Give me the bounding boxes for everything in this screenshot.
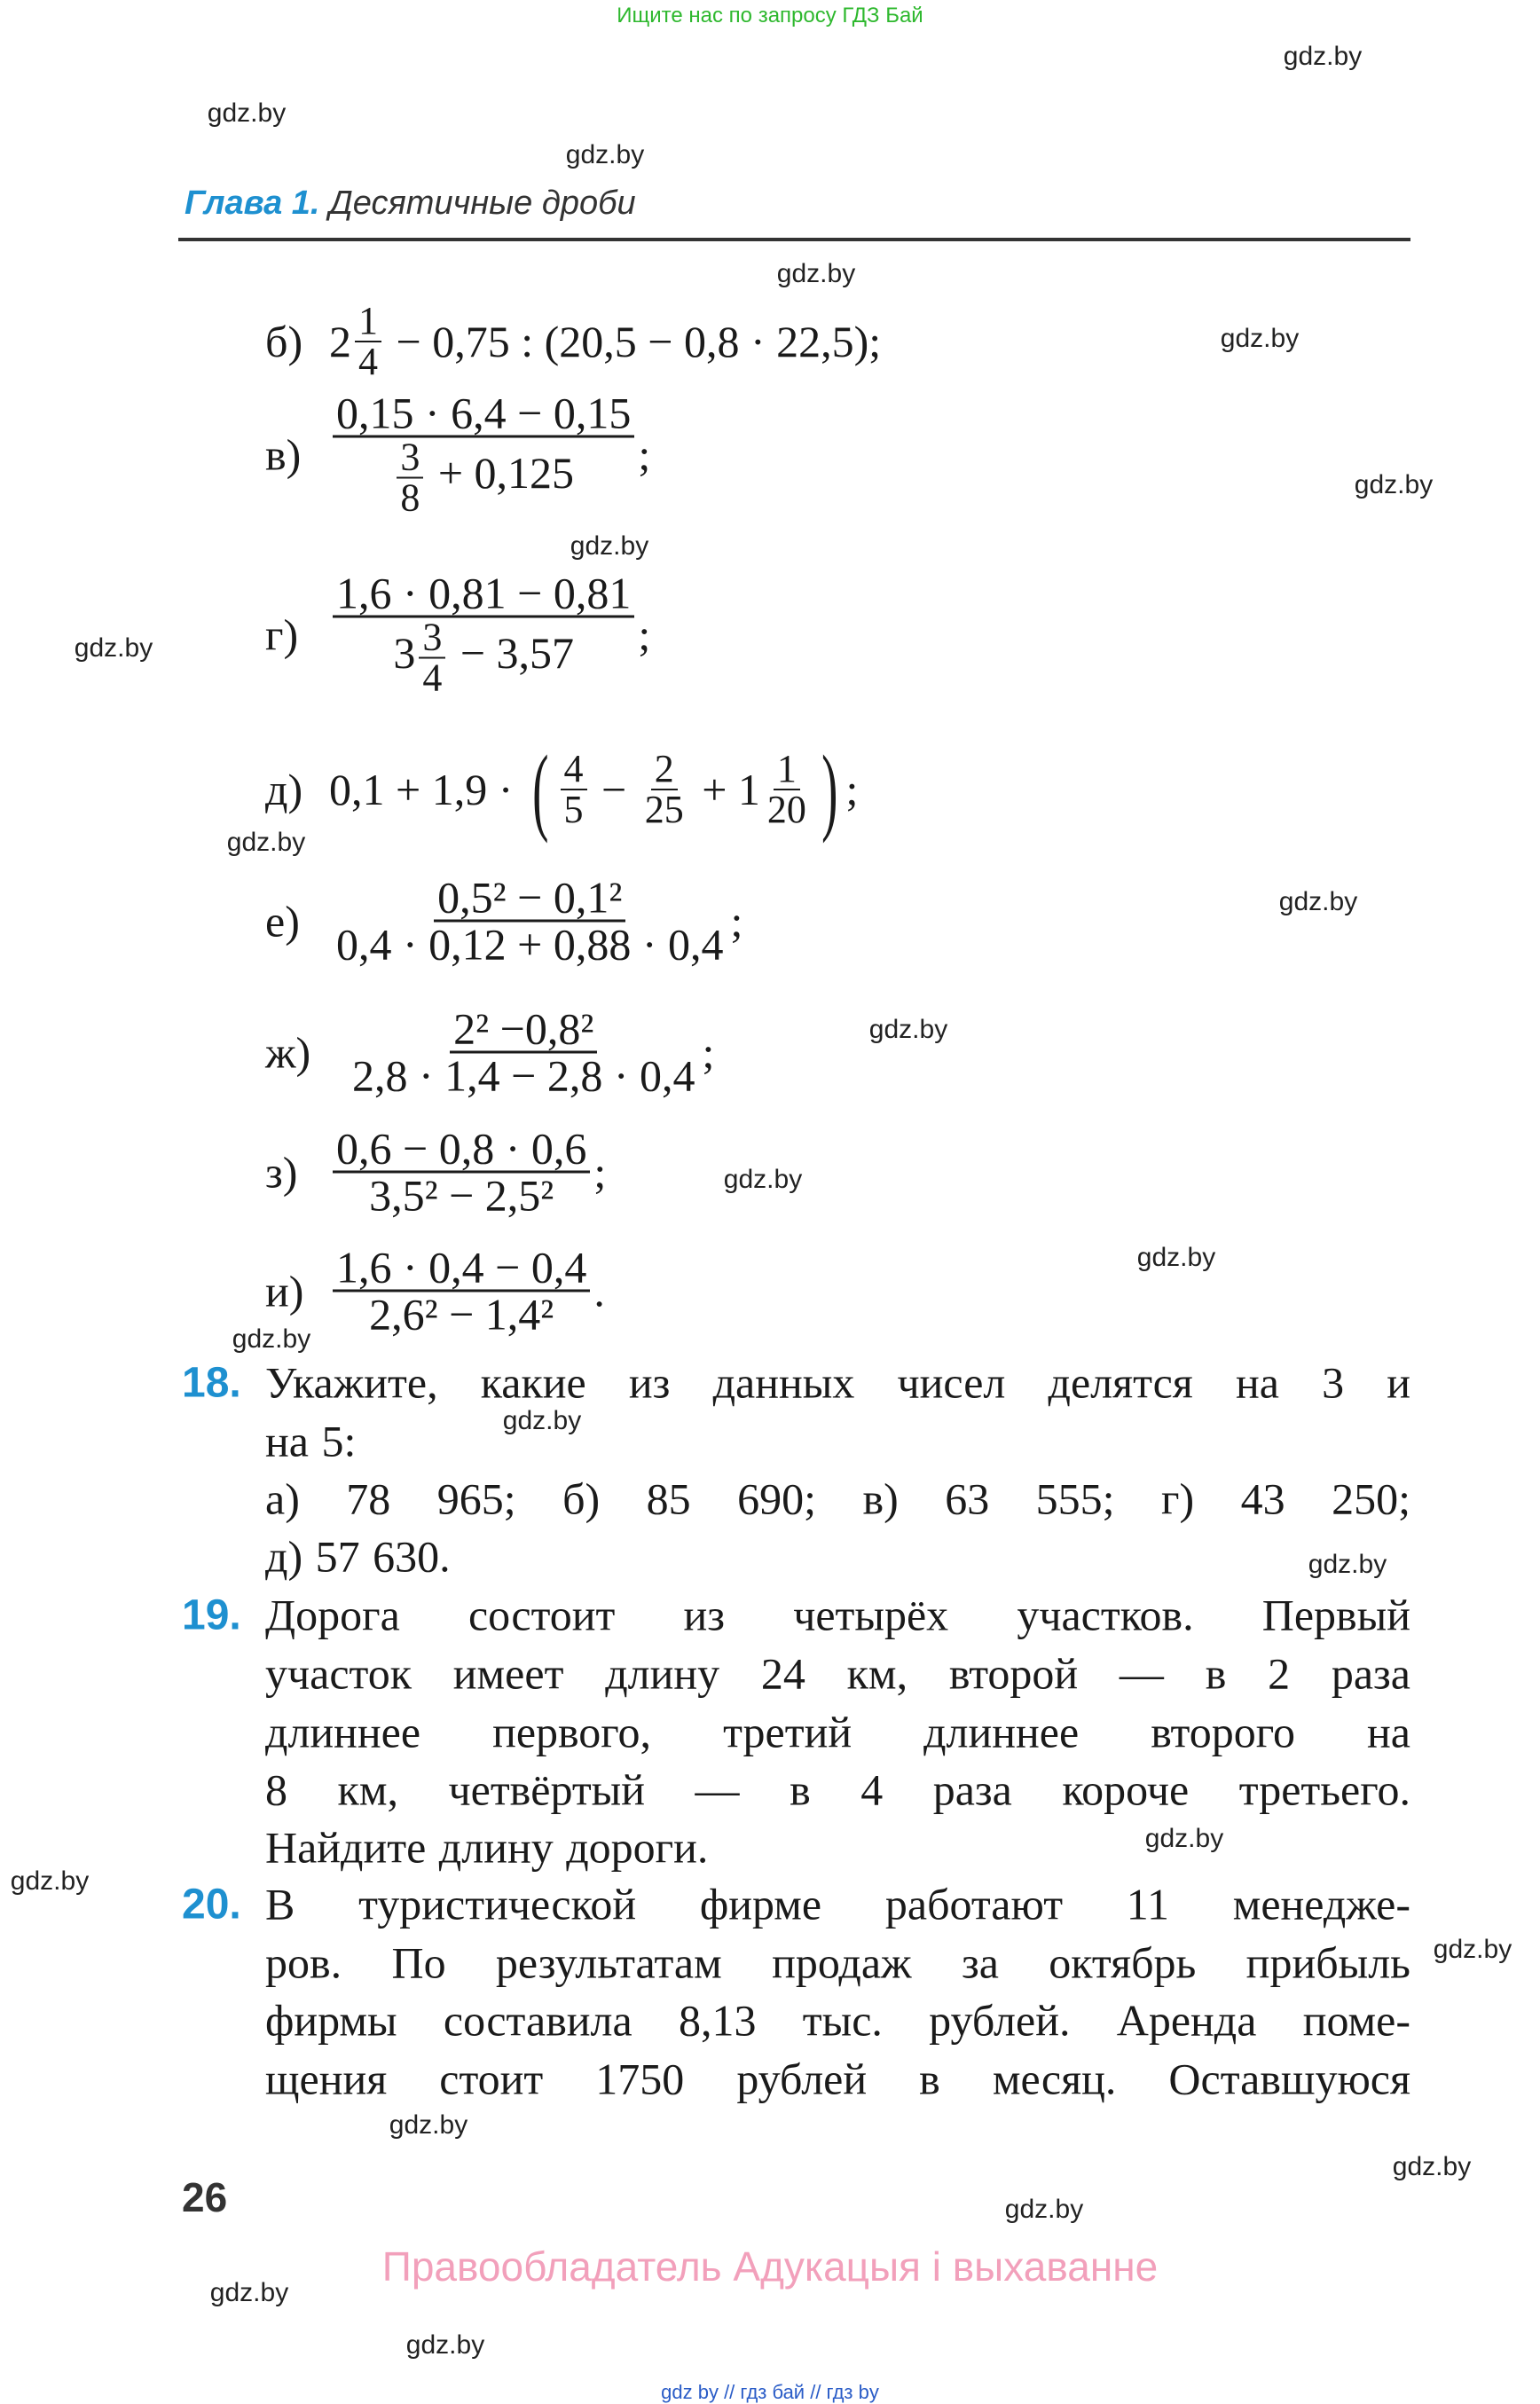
watermark: gdz.by: [776, 259, 856, 288]
denominator: [389, 435, 578, 520]
right-paren: ): [821, 735, 838, 844]
problem-text-line: на 5:: [265, 1416, 357, 1466]
problem-text-line: В туристической фирме работают 11 менедже-: [265, 1879, 1410, 1929]
numerator: 3: [419, 618, 445, 659]
numerator: 2: [651, 750, 678, 790]
fraction: [764, 747, 810, 831]
page-number: 26: [182, 2174, 228, 2220]
bottom-links[interactable]: gdz by // гдз бай // гдз by: [661, 2381, 879, 2403]
problem-number: 20.: [182, 1881, 241, 1929]
expression: − 3,57: [449, 627, 575, 678]
watermark: gdz.by: [232, 1324, 311, 1354]
operator: + 1: [690, 765, 760, 814]
item-label: ж): [265, 1027, 311, 1077]
problem-text-line: щения стоит 1750 рублей в месяц. Оставшуюся: [265, 2054, 1410, 2104]
operator: −: [590, 765, 638, 814]
numerator: 0,15 · 6,4 − 0,15: [333, 391, 634, 438]
problem-text-line: длиннее первого, третий длиннее второго на: [265, 1707, 1410, 1757]
watermark: gdz.by: [502, 1406, 582, 1435]
watermark: gdz.by: [1283, 42, 1363, 71]
denominator: 20: [766, 788, 806, 831]
chapter-label: Глава 1.: [185, 185, 320, 222]
exercise-g: [265, 568, 651, 700]
denominator: 3,5² − 2,5²: [369, 1170, 554, 1221]
watermark: gdz.by: [1392, 2152, 1472, 2181]
watermark: gdz.by: [723, 1165, 803, 1194]
fraction: [397, 435, 423, 520]
punct: .: [593, 1266, 605, 1316]
fraction: [641, 747, 688, 831]
expression: 0,1 + 1,9 ·: [329, 765, 524, 814]
watermark: gdz.by: [868, 1015, 948, 1044]
chapter-header: [185, 185, 636, 223]
search-banner[interactable]: Ищите нас по запросу ГДЗ Бай: [617, 4, 923, 27]
watermark: gdz.by: [74, 633, 153, 663]
numerator: 1,6 · 0,4 − 0,4: [333, 1245, 590, 1292]
punct: ;: [638, 429, 651, 479]
denominator: 5: [563, 788, 584, 831]
problem-text-line: 8 км, четвёртый — в 4 раза короче третьего.: [265, 1764, 1410, 1815]
item-label: з): [265, 1147, 298, 1197]
numerator: 1,6 · 0,81 − 0,81: [333, 571, 634, 618]
left-paren: (: [532, 735, 549, 844]
exercise-z: [265, 1123, 607, 1221]
watermark: gdz.by: [207, 98, 287, 128]
numerator: 1: [774, 750, 800, 790]
item-label: в): [265, 429, 302, 479]
punct: ;: [845, 765, 859, 814]
fraction: [419, 615, 445, 700]
item-label: б): [265, 317, 303, 366]
punct: ;: [593, 1147, 607, 1197]
watermark: gdz.by: [1136, 1243, 1216, 1272]
header-divider: [178, 238, 1410, 241]
exercise-d: [265, 735, 859, 844]
expression: + 0,125: [427, 447, 575, 498]
watermark: gdz.by: [209, 2278, 289, 2307]
watermark: gdz.by: [1278, 887, 1358, 916]
punct: ;: [702, 1027, 715, 1077]
denominator: 2,8 · 1,4 − 2,8 · 0,4: [352, 1050, 695, 1101]
watermark: gdz.by: [1433, 1935, 1512, 1964]
item-label: г): [265, 609, 299, 659]
numerator: 2² −0,8²: [450, 1007, 597, 1054]
problem-text-line: участок имеет длину 24 км, второй — в 2 раза: [265, 1648, 1410, 1699]
mixed-whole: 3: [393, 627, 416, 678]
rights-holder: Правообладатель Адукацыя і выхаванне: [381, 2243, 1159, 2290]
denominator: 4: [358, 340, 378, 383]
problem-text-line: Найдите длину дороги.: [265, 1822, 709, 1873]
numerator: 4: [561, 750, 587, 790]
fraction: [333, 388, 634, 520]
fraction: [355, 299, 381, 383]
mixed-whole: 2: [329, 317, 351, 366]
exercise-zh: [265, 1003, 715, 1101]
problem-number: 19.: [182, 1591, 241, 1639]
punct: ;: [730, 896, 743, 946]
fraction: [561, 747, 587, 831]
numerator: 1: [355, 302, 381, 342]
numerator: 0,5² − 0,1²: [434, 876, 625, 923]
problem-number: 18.: [182, 1359, 241, 1407]
fraction: [349, 1003, 699, 1101]
watermark: gdz.by: [1144, 1824, 1224, 1853]
problem-text-line: Дорога состоит из четырёх участков. Первый: [265, 1590, 1410, 1640]
item-label: д): [265, 765, 303, 814]
denominator: 4: [422, 656, 443, 700]
problem-text-line: а) 78 965; б) 85 690; в) 63 555; г) 43 250;: [265, 1473, 1410, 1524]
fraction: [333, 872, 727, 970]
exercise-i: [265, 1242, 605, 1339]
watermark: gdz.by: [570, 531, 649, 561]
watermark: gdz.by: [1354, 470, 1434, 499]
problem-text-line: Укажите, какие из данных чисел делятся на 3 и: [265, 1357, 1410, 1408]
numerator: 3: [397, 438, 423, 479]
problem-text-line: ров. По результатам продаж за октябрь прибыль: [265, 1937, 1410, 1988]
expression: − 0,75 : (20,5 − 0,8 · 22,5);: [385, 317, 882, 366]
denominator: 0,4 · 0,12 + 0,88 · 0,4: [336, 919, 724, 970]
fraction: [333, 1123, 590, 1221]
item-label: е): [265, 896, 300, 946]
denominator: 25: [644, 788, 684, 831]
fraction: [333, 1242, 590, 1339]
watermark: gdz.by: [1220, 324, 1300, 353]
denominator: 8: [400, 475, 420, 520]
watermark: gdz.by: [389, 2110, 468, 2140]
watermark: gdz.by: [10, 1866, 90, 1896]
exercise-b: [265, 299, 882, 383]
exercise-v: [265, 388, 651, 520]
watermark: gdz.by: [405, 2330, 485, 2360]
chapter-title: Десятичные дроби: [329, 185, 636, 222]
exercise-e: [265, 872, 743, 970]
punct: ;: [638, 609, 651, 659]
watermark: gdz.by: [1308, 1550, 1387, 1579]
problem-text-line: д) 57 630.: [265, 1531, 451, 1582]
watermark: gdz.by: [1004, 2195, 1084, 2224]
denominator: [389, 615, 578, 700]
problem-text-line: фирмы составила 8,13 тыс. рублей. Аренда поме-: [265, 1995, 1410, 2046]
fraction: [333, 568, 634, 700]
denominator: 2,6² − 1,4²: [369, 1289, 554, 1339]
item-label: и): [265, 1266, 304, 1316]
numerator: 0,6 − 0,8 · 0,6: [333, 1127, 590, 1174]
watermark: gdz.by: [226, 828, 306, 857]
watermark: gdz.by: [565, 140, 645, 169]
